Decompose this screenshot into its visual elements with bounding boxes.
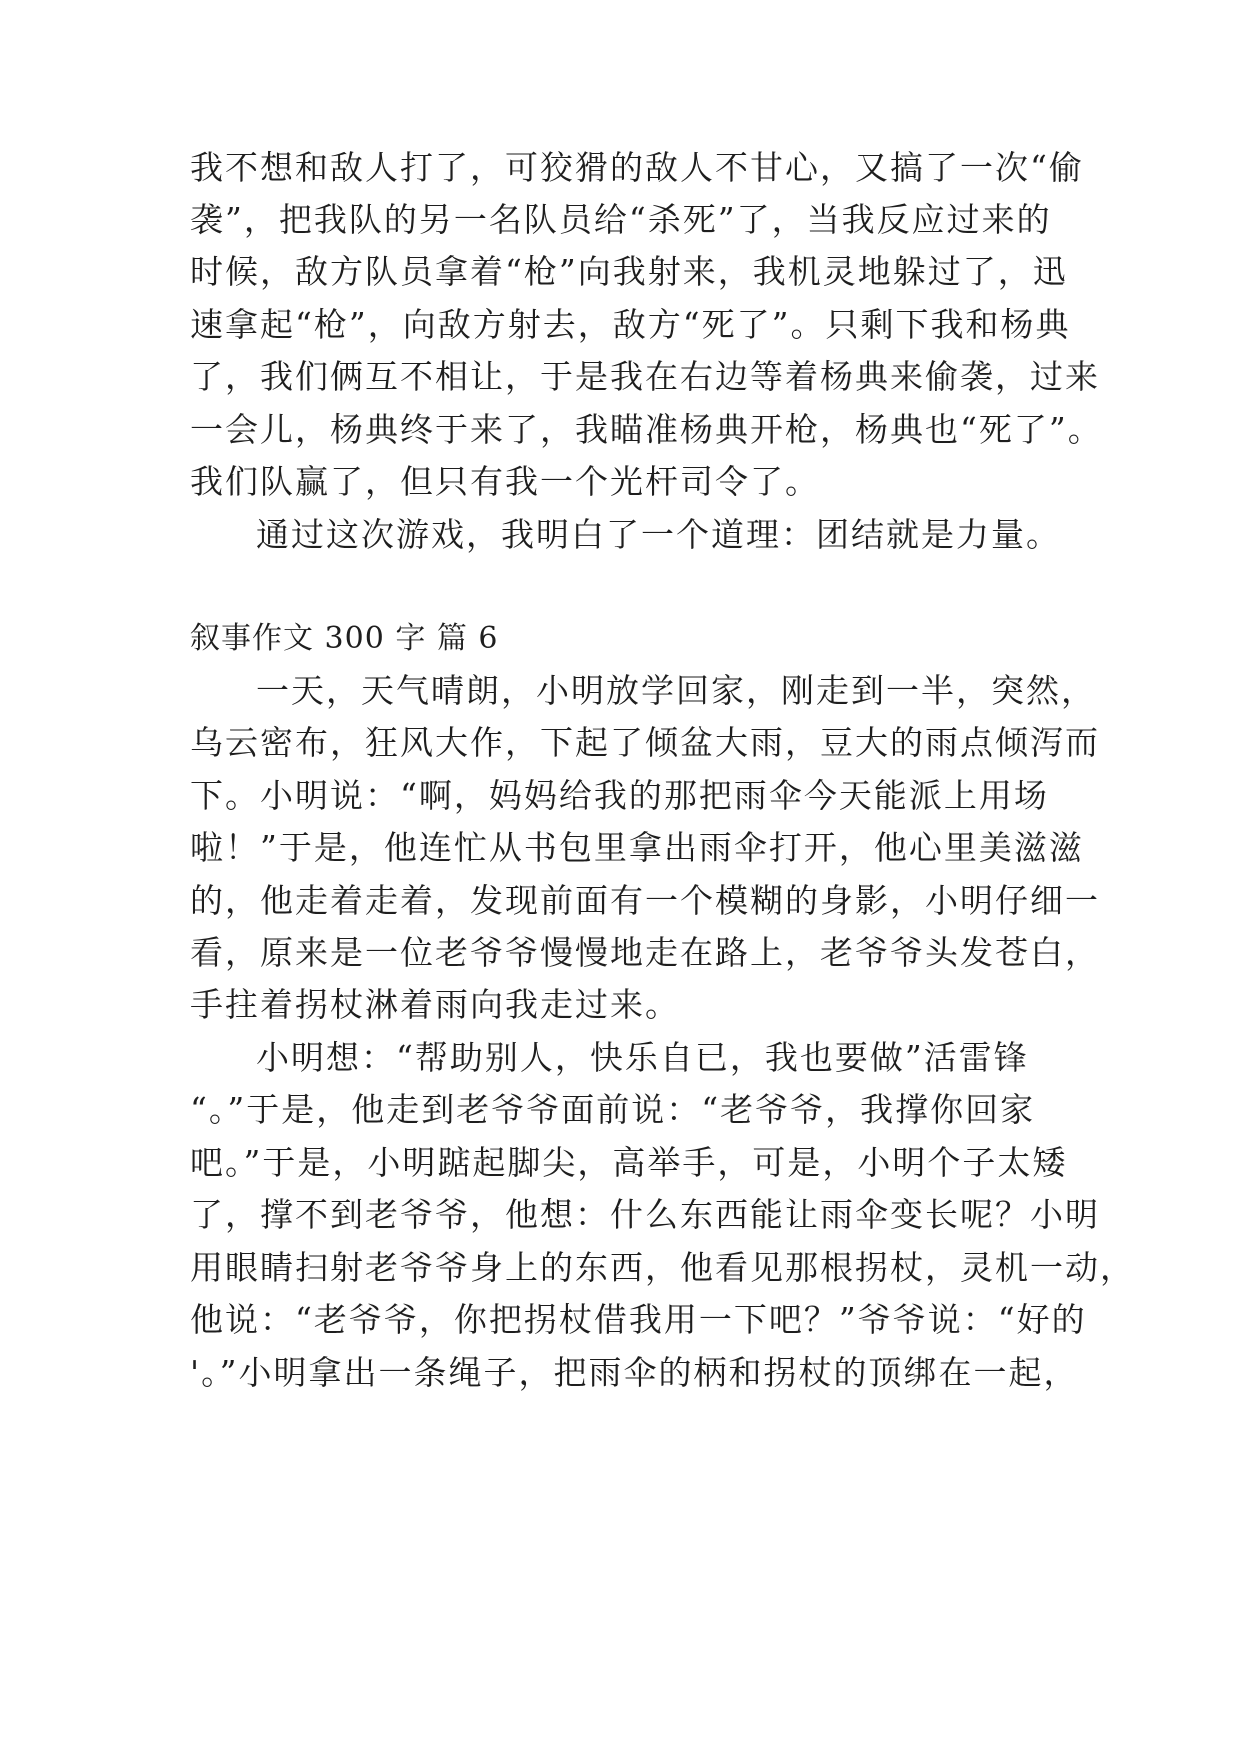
- paragraph-3-line-3: 下。小明说：“啊，妈妈给我的那把雨伞今天能派上用场: [190, 776, 1049, 815]
- section-heading: 叙事作文 300 字 篇 6: [190, 621, 499, 656]
- paragraph-4-line-6: 他说：“老爷爷，你把拐杖借我用一下吧？”爷爷说：“好的: [190, 1300, 1087, 1339]
- paragraph-1-line-4: 速拿起“枪”，向敌方射去，敌方“死了”。只剩下我和杨典: [190, 305, 1071, 344]
- paragraph-3-line-1: 一天，天气晴朗，小明放学回家，刚走到一半，突然，: [256, 671, 1096, 710]
- paragraph-1-line-7: 我们队赢了，但只有我一个光杆司令了。: [190, 462, 820, 501]
- paragraph-3-line-6: 看，原来是一位老爷爷慢慢地走在路上，老爷爷头发苍白，: [190, 933, 1100, 972]
- paragraph-3-line-2: 乌云密布，狂风大作，下起了倾盆大雨，豆大的雨点倾泻而: [190, 723, 1100, 762]
- paragraph-2-line-1: 通过这次游戏，我明白了一个道理：团结就是力量。: [256, 515, 1061, 554]
- paragraph-4-line-1: 小明想：“帮助别人，快乐自已，我也要做”活雷锋: [256, 1038, 1029, 1077]
- paragraph-4-line-4: 了，撑不到老爷爷，他想：什么东西能让雨伞变长呢？小明: [190, 1195, 1100, 1234]
- paragraph-4-line-2: “。”于是，他走到老爷爷面前说：“老爷爷，我撑你回家: [190, 1090, 1036, 1129]
- paragraph-3-line-5: 的，他走着走着，发现前面有一个模糊的身影，小明仔细一: [190, 881, 1100, 920]
- paragraph-1-line-5: 了，我们俩互不相让，于是我在右边等着杨典来偷袭，过来: [190, 357, 1100, 396]
- paragraph-3-line-7: 手拄着拐杖淋着雨向我走过来。: [190, 985, 680, 1024]
- paragraph-1-line-1: 我不想和敌人打了，可狡猾的敌人不甘心，又搞了一次“偷: [190, 148, 1084, 187]
- paragraph-1-line-3: 时候，敌方队员拿着“枪”向我射来，我机灵地躲过了，迅: [190, 252, 1068, 291]
- paragraph-1-line-6: 一会儿，杨典终于来了，我瞄准杨典开枪，杨典也“死了”。: [190, 410, 1103, 449]
- paragraph-4-line-5: 用眼睛扫射老爷爷身上的东西，他看见那根拐杖，灵机一动，: [190, 1248, 1135, 1287]
- paragraph-4-line-7: '。”小明拿出一条绳子，把雨伞的柄和拐杖的顶绑在一起，: [190, 1353, 1079, 1392]
- paragraph-1-line-2: 袭”，把我队的另一名队员给“杀死”了，当我反应过来的: [190, 200, 1052, 239]
- paragraph-3-line-4: 啦！”于是，他连忙从书包里拿出雨伞打开，他心里美滋滋: [190, 828, 1084, 867]
- paragraph-4-line-3: 吧。”于是，小明踮起脚尖，高举手，可是，小明个子太矮: [190, 1143, 1068, 1182]
